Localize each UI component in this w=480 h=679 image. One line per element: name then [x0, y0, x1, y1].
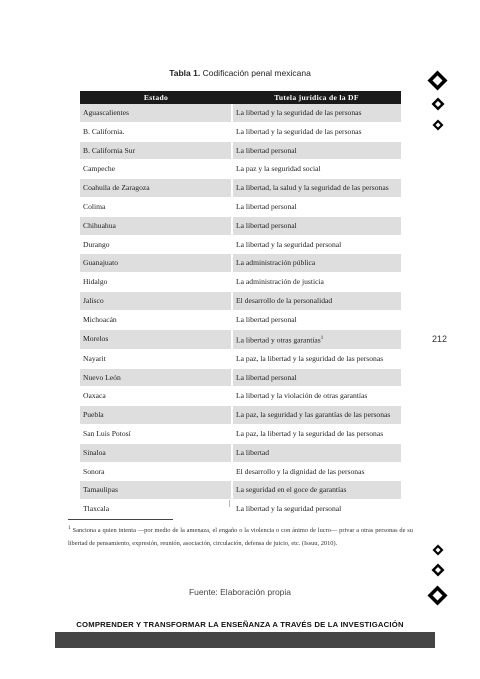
- footnote-marker: 1: [68, 525, 71, 531]
- table-caption: [0, 68, 480, 78]
- footnote-rule: [68, 519, 173, 520]
- cell-tutela-text: La libertad personal: [236, 372, 297, 382]
- cell-tutela-text: La libertad y la seguridad de las personas: [236, 108, 362, 117]
- table-body: [80, 104, 401, 519]
- cell-tutela: [232, 235, 401, 254]
- cell-estado: Coahuila de Zaragoza: [80, 179, 232, 198]
- cell-tutela-text: La libertad personal: [236, 145, 297, 155]
- cell-tutela: [232, 160, 401, 179]
- cell-tutela: [232, 425, 401, 444]
- cell-estado: Aguascalientes: [80, 104, 232, 122]
- table-row: [80, 387, 401, 406]
- table-row: [80, 273, 401, 292]
- cell-tutela-text: La administración de justicia: [236, 277, 324, 287]
- cell-tutela: [232, 310, 401, 329]
- cell-tutela: [232, 368, 401, 387]
- table-row: [80, 104, 401, 122]
- cell-estado: Hidalgo: [80, 273, 232, 292]
- cell-estado: Morelos: [80, 329, 232, 349]
- diamond-ornament-icon: [427, 585, 448, 606]
- table-row: [80, 160, 401, 179]
- cell-tutela-text: El desarrollo y la dignidad de las personas: [236, 466, 365, 476]
- cell-tutela: [232, 481, 401, 500]
- cell-tutela: [232, 462, 401, 481]
- footer-bar: [55, 632, 435, 648]
- cell-estado: Chihuahua: [80, 216, 232, 235]
- footnote-text: Sanciona a quien intenta —por medio de la amenaza, el engaño o la violencia o con ánimo de lucro— privar a otras personas de su libertad de pensamiento, expresión, reunión, asociación, circulación, defensa de juicio, etc. (Issuu, 2010).: [68, 527, 413, 548]
- cell-tutela: [232, 216, 401, 235]
- cell-estado: Nuevo León: [80, 368, 232, 387]
- table-row: [80, 310, 401, 329]
- table-row: [80, 481, 401, 500]
- cell-estado: Oaxaca: [80, 387, 232, 406]
- table-header-row: [80, 91, 401, 104]
- cell-tutela-text: La libertad y la seguridad personal: [236, 504, 342, 514]
- cell-tutela: [232, 273, 401, 292]
- diamond-ornament-icon: [431, 97, 445, 111]
- cell-estado: Michoacán: [80, 310, 232, 329]
- cell-tutela: [232, 443, 401, 462]
- header-estado: Estado: [80, 91, 232, 104]
- cell-tutela: [232, 387, 401, 406]
- table-row: [80, 443, 401, 462]
- cell-estado: San Luis Potosí: [80, 425, 232, 444]
- table-row: [80, 425, 401, 444]
- diamond-ornament-icon: [432, 544, 444, 556]
- cell-estado: Campeche: [80, 160, 232, 179]
- cell-tutela-text: El desarrollo de la personalidad: [236, 295, 333, 305]
- cell-estado: Guanajuato: [80, 254, 232, 273]
- cell-tutela-text: La libertad y la seguridad de las personas: [236, 126, 362, 136]
- table-row: [80, 349, 401, 368]
- cell-tutela-text: La libertad personal: [236, 314, 297, 324]
- cell-tutela-text: La libertad personal: [236, 201, 297, 211]
- page-number: 212: [432, 334, 448, 344]
- table-row: [80, 141, 401, 160]
- header-tutela: Tutela jurídica de la DF: [232, 91, 401, 104]
- table-row: [80, 406, 401, 425]
- table-row: [80, 291, 401, 310]
- cell-tutela-text: La libertad, la salud y la seguridad de las personas: [236, 183, 389, 193]
- table-row: [80, 235, 401, 254]
- table-row: [80, 500, 401, 519]
- footnote: [68, 522, 413, 550]
- penal-code-table: [80, 91, 401, 519]
- table-row: [80, 254, 401, 273]
- table-caption-text: Codificación penal mexicana: [202, 68, 311, 78]
- cell-estado: Nayarit: [80, 349, 232, 368]
- cell-tutela: [232, 122, 401, 141]
- table-row: [80, 179, 401, 198]
- cell-tutela: [232, 406, 401, 425]
- cell-estado: Tlaxcala: [80, 500, 232, 519]
- cell-tutela: [232, 179, 401, 198]
- cell-tutela: [232, 254, 401, 273]
- footer-title: COMPRENDER Y TRANSFORMAR LA ENSEÑANZA A TRAVÉS DE LA INVESTIGACIÓN: [76, 620, 404, 629]
- table-row: [80, 329, 401, 349]
- table-tail-line: [229, 500, 230, 507]
- cell-tutela: [232, 500, 401, 519]
- cell-tutela-text: La paz, la libertad y la seguridad de las personas: [236, 353, 384, 363]
- cell-estado: B. California Sur: [80, 141, 232, 160]
- table-row: [80, 368, 401, 387]
- diamond-ornament-icon: [432, 119, 444, 131]
- cell-tutela-text: La libertad personal: [236, 220, 297, 230]
- table-row: [80, 197, 401, 216]
- cell-tutela-text: La libertad y otras garantías: [236, 335, 321, 345]
- table-caption-label: Tabla 1.: [169, 68, 201, 78]
- cell-tutela-text: La paz y la seguridad social: [236, 164, 321, 174]
- cell-tutela: [232, 349, 401, 368]
- cell-tutela: [232, 291, 401, 310]
- cell-tutela-text: La paz, la libertad y la seguridad de las personas: [236, 429, 384, 439]
- table-row: [80, 216, 401, 235]
- cell-tutela: [232, 141, 401, 160]
- cell-tutela-text: La paz, la seguridad y las garantías de las personas: [236, 410, 391, 420]
- diamond-ornament-icon: [431, 563, 445, 577]
- cell-tutela-text: La libertad y la seguridad personal: [236, 239, 342, 249]
- cell-tutela-text: La seguridad en el goce de garantías: [236, 485, 347, 495]
- cell-estado: Tamaulipas: [80, 481, 232, 500]
- cell-estado: B. California.: [80, 122, 232, 141]
- cell-estado: Puebla: [80, 406, 232, 425]
- cell-tutela: [232, 197, 401, 216]
- cell-tutela: [232, 329, 401, 349]
- cell-estado: Durango: [80, 235, 232, 254]
- cell-estado: Sonora: [80, 462, 232, 481]
- table-row: [80, 122, 401, 141]
- cell-tutela-text: La libertad y la violación de otras garantías: [236, 391, 368, 401]
- cell-estado: Jalisco: [80, 291, 232, 310]
- footnote-ref: 1: [320, 335, 324, 341]
- table-row: [80, 462, 401, 481]
- cell-tutela-text: La administración pública: [236, 258, 316, 268]
- cell-tutela-text: La libertad: [236, 447, 270, 457]
- diamond-ornament-icon: [427, 70, 448, 91]
- cell-estado: Sinaloa: [80, 443, 232, 462]
- table-source: Fuente: Elaboración propia: [188, 587, 292, 597]
- cell-tutela: [232, 104, 401, 122]
- cell-estado: Colima: [80, 197, 232, 216]
